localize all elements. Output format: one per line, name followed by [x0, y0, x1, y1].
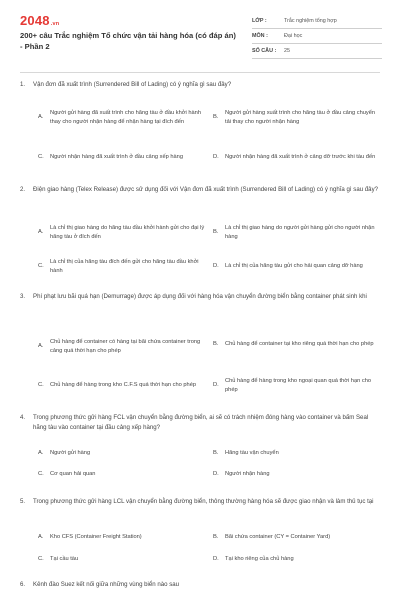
- site-logo[interactable]: [20, 13, 59, 28]
- option-text: Chủ hàng để hàng trong kho C.F.S quá thời hạn cho phép: [50, 382, 197, 389]
- question-stem: Kênh đào Suez kết nối giữa những vùng biển nào sau: [33, 581, 180, 588]
- question-stem: Điện giao hàng (Telex Release) được sử dụng đối với Vận đơn đã xuất trình (Surrendered Bill of Lading) có ý nghĩa gì sau đây?: [33, 186, 379, 193]
- meta-value: Trắc nghiệm tổng hợp: [284, 18, 337, 24]
- question: [20, 292, 382, 302]
- option-text: Hãng tàu vận chuyển: [225, 450, 279, 457]
- option-text: Là chỉ thị của hãng tàu gửi cho hải quan cảng dỡ hàng: [225, 263, 363, 270]
- answer-option-c[interactable]: [38, 553, 208, 567]
- option-text: Tại kho riêng của chủ hàng: [225, 556, 294, 563]
- option-letter: C.: [38, 471, 44, 478]
- option-text: Người gửi hàng: [50, 450, 91, 457]
- option-letter: D.: [213, 556, 219, 563]
- answer-option-a[interactable]: [38, 328, 208, 366]
- question-text: [20, 497, 382, 507]
- option-text: Người gửi hàng đã xuất trình cho hãng tàu ở đầu khởi hành thay cho người nhận hàng để nhận hàng tại đích đến: [50, 109, 201, 125]
- logo-suffix: .vn: [50, 21, 60, 27]
- option-letter: A.: [38, 450, 44, 457]
- question-text: [20, 580, 382, 590]
- option-text: Là chỉ thị giao hàng do hãng tàu đầu khởi hành gửi cho đại lý hãng tàu ở đích đến: [50, 224, 205, 240]
- answer-option-a[interactable]: [38, 447, 208, 461]
- option-text: Chủ hàng để hàng trong kho ngoại quan quá thời hạn cho phép: [225, 377, 372, 393]
- option-letter: B.: [213, 534, 219, 541]
- option-letter: B.: [213, 450, 219, 457]
- answer-option-b[interactable]: [213, 99, 381, 137]
- option-text: Chủ hàng để container có hàng tại bãi chứa container trong cảng quá thời hạn cho phép: [50, 338, 201, 354]
- option-letter: D.: [213, 154, 219, 161]
- question: [20, 413, 382, 433]
- answer-option-b[interactable]: [213, 219, 381, 247]
- question-text: [20, 413, 382, 433]
- answer-option-c[interactable]: [38, 253, 208, 281]
- option-letter: A.: [38, 229, 44, 236]
- question-stem: Vận đơn đã xuất trình (Surrendered Bill of Lading) có ý nghĩa gì sau đây?: [33, 81, 232, 88]
- logo-main: 2048: [20, 13, 50, 28]
- answer-option-d[interactable]: [213, 553, 381, 567]
- meta-label: SỐ CÂU :: [252, 48, 277, 54]
- question: [20, 580, 382, 590]
- question-number: 3.: [20, 293, 26, 300]
- question: [20, 185, 382, 195]
- option-letter: C.: [38, 382, 44, 389]
- option-text: Là chỉ thị giao hàng do người gửi hàng gửi cho người nhận hàng: [225, 224, 375, 240]
- question-text: [20, 80, 382, 90]
- option-letter: C.: [38, 556, 44, 563]
- option-text: Là chỉ thị của hãng tàu đích đến gửi cho hãng tàu đầu khởi hành: [50, 258, 199, 274]
- option-text: Bãi chứa container (CY = Container Yard): [225, 534, 331, 541]
- question-number: 4.: [20, 414, 26, 421]
- meta-label: MÔN :: [252, 33, 268, 39]
- option-text: Người nhận hàng: [225, 471, 270, 478]
- option-letter: C.: [38, 154, 44, 161]
- answer-option-d[interactable]: [213, 468, 381, 482]
- question-number: 1.: [20, 81, 26, 88]
- answer-option-d[interactable]: [213, 145, 381, 171]
- option-text: Người gửi hàng xuất trình cho hãng tàu ở đầu cảng chuyển tải thay cho người nhận hàng: [225, 109, 376, 125]
- meta-label: LỚP :: [252, 18, 267, 24]
- question: [20, 80, 382, 90]
- answer-option-b[interactable]: [213, 531, 381, 545]
- option-letter: D.: [213, 382, 219, 389]
- answer-option-c[interactable]: [38, 145, 208, 171]
- option-letter: A.: [38, 114, 44, 121]
- meta-row-subject: [252, 29, 382, 44]
- meta-row-count: [252, 44, 382, 59]
- document-header: [0, 0, 400, 66]
- option-text: Kho CFS (Container Freight Station): [50, 534, 142, 541]
- answer-option-b[interactable]: [213, 447, 381, 461]
- header-divider: [20, 72, 380, 73]
- meta-value: 25: [284, 48, 290, 54]
- option-text: Cơ quan hải quan: [50, 471, 96, 478]
- answer-option-a[interactable]: [38, 531, 208, 545]
- option-text: Chủ hàng để container tại kho riêng quá thời hạn cho phép: [225, 341, 374, 348]
- option-text: Tại cầu tàu: [50, 556, 79, 563]
- question-number: 6.: [20, 581, 26, 588]
- answer-option-a[interactable]: [38, 99, 208, 137]
- option-letter: B.: [213, 341, 219, 348]
- option-letter: A.: [38, 534, 44, 541]
- meta-row-class: [252, 14, 382, 29]
- answer-option-d[interactable]: [213, 253, 381, 281]
- question-text: [20, 185, 382, 195]
- question-stem: Trong phương thức gửi hàng LCL vận chuyển bằng đường biển, thông thường hàng hóa sẽ được giao nhận và làm thủ tục tại: [33, 498, 374, 505]
- option-letter: B.: [213, 229, 219, 236]
- document-meta: [252, 14, 382, 59]
- meta-value: Đại học: [284, 33, 303, 39]
- option-letter: C.: [38, 263, 44, 270]
- answer-option-c[interactable]: [38, 372, 208, 400]
- answer-option-c[interactable]: [38, 468, 208, 482]
- document-title: 200+ câu Trắc nghiệm Tổ chức vận tải hàng hóa (có đáp án) - Phần 2: [20, 31, 236, 51]
- answer-option-a[interactable]: [38, 219, 208, 247]
- option-letter: D.: [213, 471, 219, 478]
- question-text: [20, 292, 382, 302]
- question-stem: Phí phạt lưu bãi quá hạn (Demurrage) được áp dụng đối với hàng hóa vận chuyển đường biển bằng container phát sinh khi: [33, 293, 367, 300]
- option-text: Người nhận hàng đã xuất trình ở cảng dỡ trước khi tàu đến: [225, 154, 376, 161]
- question-number: 5.: [20, 498, 26, 505]
- question-number: 2.: [20, 186, 26, 193]
- answer-option-d[interactable]: [213, 372, 381, 400]
- question-stem: Trong phương thức gửi hàng FCL vận chuyển bằng đường biển, ai sẽ có trách nhiệm đóng hàng vào container và bấm Seal hãng tàu vào container tại đầu cảng xếp hàng?: [33, 414, 369, 431]
- option-letter: D.: [213, 263, 219, 270]
- question: [20, 497, 382, 507]
- option-letter: B.: [213, 114, 219, 121]
- option-letter: A.: [38, 343, 44, 350]
- answer-option-b[interactable]: [213, 331, 381, 359]
- option-text: Người nhận hàng đã xuất trình ở đầu cảng xếp hàng: [50, 154, 184, 161]
